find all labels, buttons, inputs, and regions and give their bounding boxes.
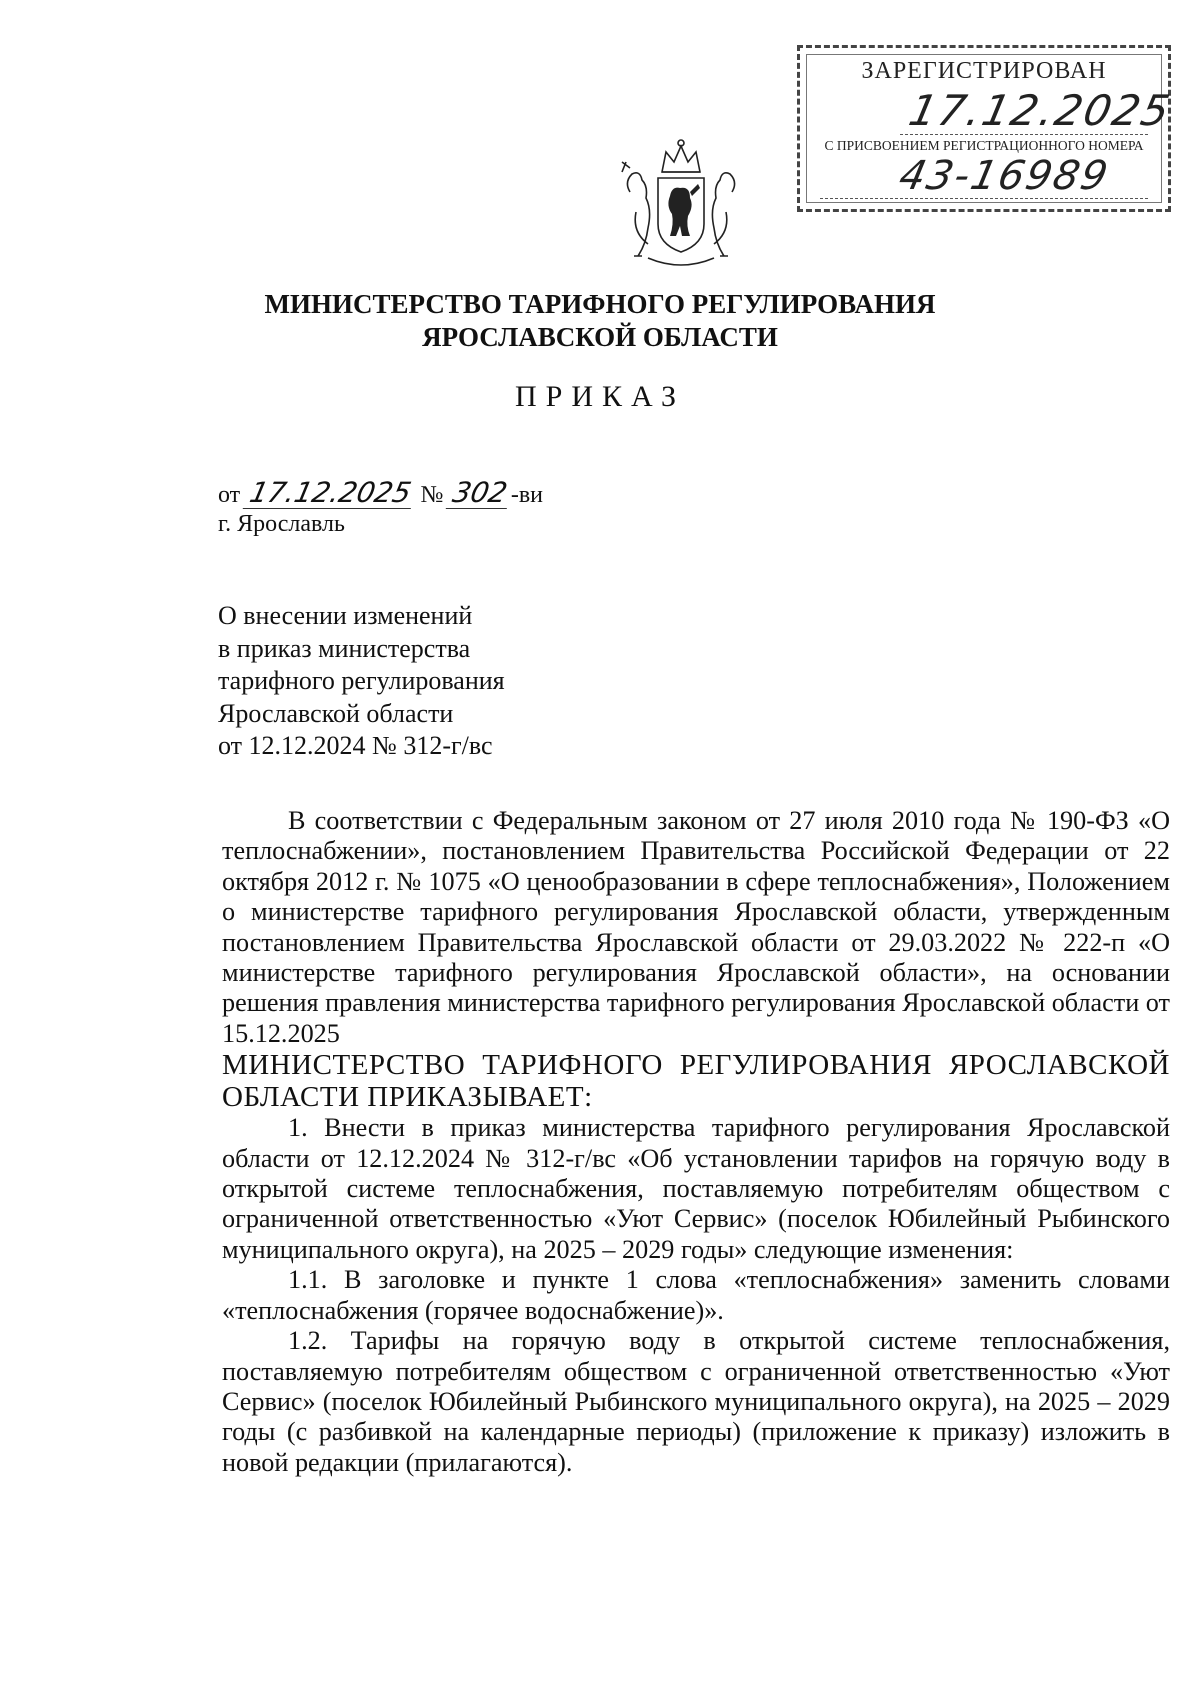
ministry-name-line2: ЯРОСЛАВСКОЙ ОБЛАСТИ [422, 322, 778, 352]
stamp-handwritten-date: 17.12.2025 [904, 86, 1176, 135]
item-1-2-paragraph: 1.2. Тарифы на горячую воду в открытой системе теплоснабжения, поставляемую потребителям обществом с ограниченной ответственностью «Уют Сервис» (поселок Юбилейный Рыбинского муниципального округа), на 2025 – 2029 годы (с разбивкой на календарные периоды) (приложение к приказу) изложить в новой редакции (прилагаются). [222, 1326, 1170, 1477]
subject-line: от 12.12.2024 № 312-г/вс [218, 731, 493, 760]
subject-line: в приказ министерства [218, 633, 471, 663]
item-1-paragraph: 1. Внести в приказ министерства тарифного регулирования Ярославской области от 12.12.2024 № 312-г/вс «Об установлении тарифов на горячую воду в открытой системе теплоснабжения, поставляемую потребителям обществом с ограниченной ответственностью «Уют Сервис» (поселок Юбилейный Рыбинского муниципального округа), на 2025 – 2029 годы» следующие изменения: [222, 1113, 1170, 1264]
ministry-name [0, 288, 1200, 354]
subject-line: тарифного регулирования [218, 666, 505, 695]
from-label: от [218, 482, 241, 508]
handwritten-order-date: 17.12.2025 [243, 478, 418, 509]
stamp-title: ЗАРЕГИСТРИРОВАН [861, 58, 1107, 84]
coat-of-arms-icon [612, 132, 750, 274]
order-number-suffix: -ви [510, 482, 544, 508]
stamp-divider [820, 198, 1148, 199]
registration-stamp [797, 45, 1176, 212]
order-subject [218, 600, 505, 763]
item-1-1-paragraph: 1.1. В заголовке и пункте 1 слова «теплоснабжения» заменить словами «теплоснабжения (горячее водоснабжение)». [222, 1265, 1170, 1325]
subject-line: О внесении изменений [218, 601, 473, 630]
orders-statement: МИНИСТЕРСТВО ТАРИФНОГО РЕГУЛИРОВАНИЯ ЯРОСЛАВСКОЙ ОБЛАСТИ ПРИКАЗЫВАЕТ: [222, 1049, 1170, 1114]
preamble-paragraph: В соответствии с Федеральным законом от 27 июля 2010 года № 190-ФЗ «О теплоснабжении», постановлением Правительства Российской Федерации от 22 октября 2012 г. № 1075 «О ценообразовании в сфере теплоснабжения», Положением о министерстве тарифного регулирования Ярославской области, утвержденным постановлением Правительства Ярославской области от 29.03.2022 № 222-п «О министерстве тарифного регулирования Ярославской области», на основании решения правления министерства тарифного регулирования Ярославской области от 15.12.2025 [222, 806, 1170, 1048]
handwritten-order-number: 302 [446, 478, 514, 509]
document-type-title: ПРИКАЗ [515, 380, 685, 413]
city-line: г. Ярославль [218, 511, 345, 537]
order-body [222, 806, 1170, 1478]
ministry-name-line1: МИНИСТЕРСТВО ТАРИФНОГО РЕГУЛИРОВАНИЯ [264, 289, 936, 319]
stamp-handwritten-number: 43-16989 [895, 153, 1114, 199]
subject-line: Ярославской области [218, 698, 454, 728]
order-date-number-line [218, 478, 543, 509]
number-label: № [420, 482, 444, 508]
stamp-divider [900, 134, 1148, 135]
stamp-subtitle: С ПРИСВОЕНИЕМ РЕГИСТРАЦИОННОГО НОМЕРА [824, 138, 1144, 153]
